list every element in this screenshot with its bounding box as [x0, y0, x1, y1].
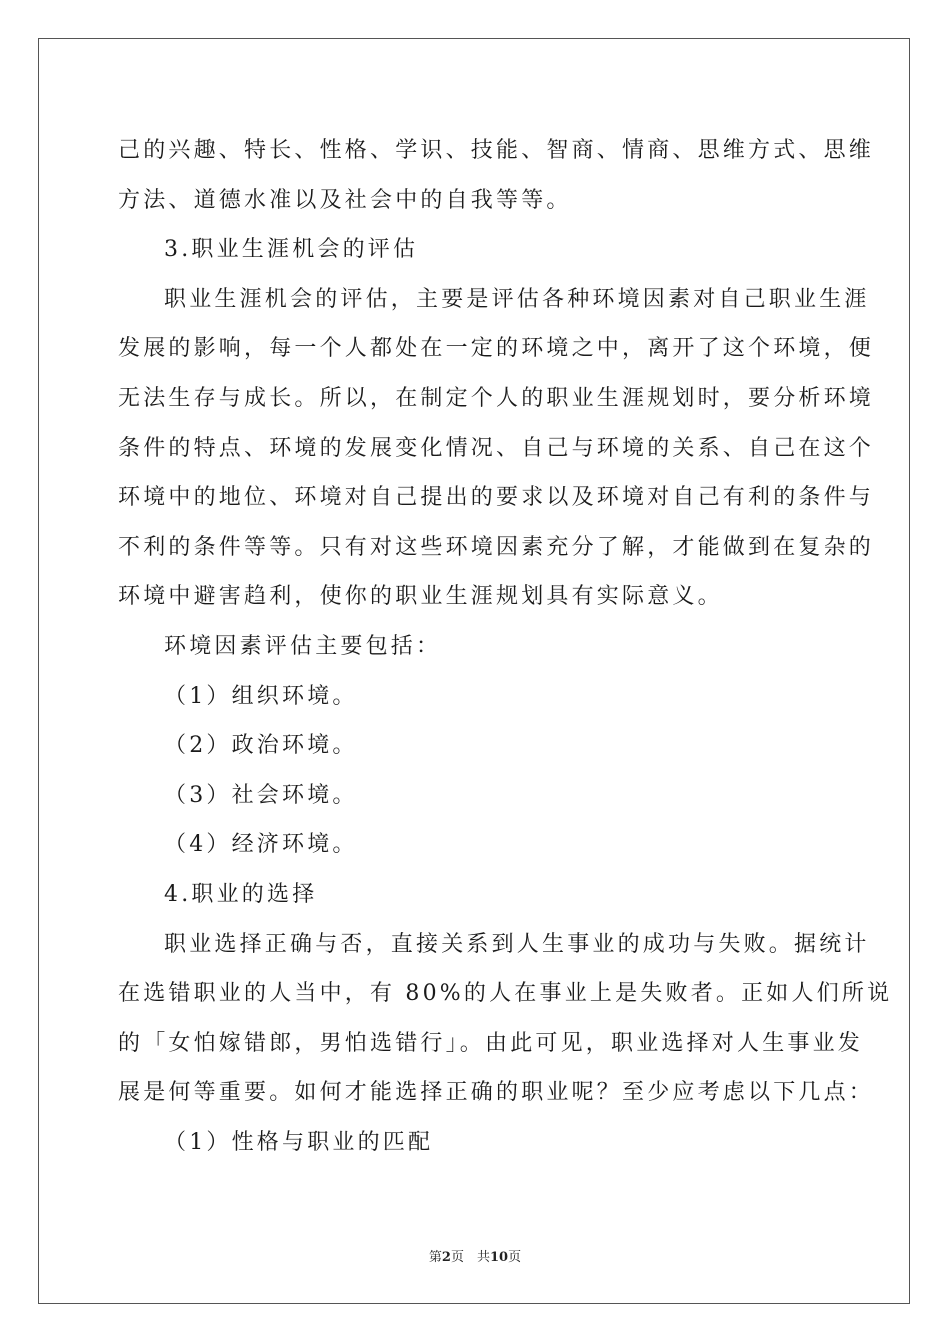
text-line: 在选错职业的人当中，有 80%的人在事业上是失败者。正如人们所说 — [118, 981, 893, 1007]
text-line: 己的兴趣、特长、性格、学识、技能、智商、情商、思维方式、思维 — [118, 138, 875, 163]
text-line: 发展的影响，每一个人都处在一定的环境之中，离开了这个环境，便 — [118, 336, 875, 362]
text-line: 条件的特点、环境的发展变化情况、自己与环境的关系、自己在这个 — [118, 435, 875, 461]
text-line: 环境中避害趋利，使你的职业生涯规划具有实际意义。 — [118, 584, 723, 610]
text-line: 无法生存与成长。所以，在制定个人的职业生涯规划时，要分析环境 — [118, 385, 875, 411]
list-item: （1）组织环境。 — [164, 683, 358, 709]
section-heading: 4.职业的选择 — [164, 881, 318, 907]
text-line: 环境中的地位、环境对自己提出的要求以及环境对自己有利的条件与 — [118, 485, 875, 511]
section-heading: 3.职业生涯机会的评估 — [164, 237, 419, 263]
text-line: 职业生涯机会的评估，主要是评估各种环境因素对自己职业生涯 — [164, 286, 870, 312]
list-item: （3）社会环境。 — [164, 782, 358, 808]
text-line: 不利的条件等等。只有对这些环境因素充分了解，才能做到在复杂的 — [118, 534, 875, 560]
text-line: 的「女怕嫁错郎，男怕选错行」。由此可见，职业选择对人生事业发 — [118, 1030, 864, 1056]
page-number-middle: 页 共 — [450, 1250, 490, 1265]
list-item: （2）政治环境。 — [164, 733, 358, 759]
document-body — [118, 126, 893, 1167]
page-number-current: 2 — [441, 1250, 451, 1265]
text-line: 方法、道德水准以及社会中的自我等等。 — [118, 187, 572, 213]
page-number-prefix: 第 — [428, 1250, 442, 1265]
list-item: （1）性格与职业的匹配 — [164, 1129, 434, 1155]
page-number-suffix: 页 — [508, 1250, 522, 1265]
text-line: 环境因素评估主要包括： — [164, 633, 442, 659]
list-item: （4）经济环境。 — [164, 832, 358, 858]
page-footer — [0, 1246, 950, 1265]
text-line: 职业选择正确与否，直接关系到人生事业的成功与失败。据统计 — [164, 931, 870, 957]
text-line: 展是何等重要。如何才能选择正确的职业呢？至少应考虑以下几点： — [118, 1080, 875, 1106]
page-number-total: 10 — [489, 1250, 509, 1265]
